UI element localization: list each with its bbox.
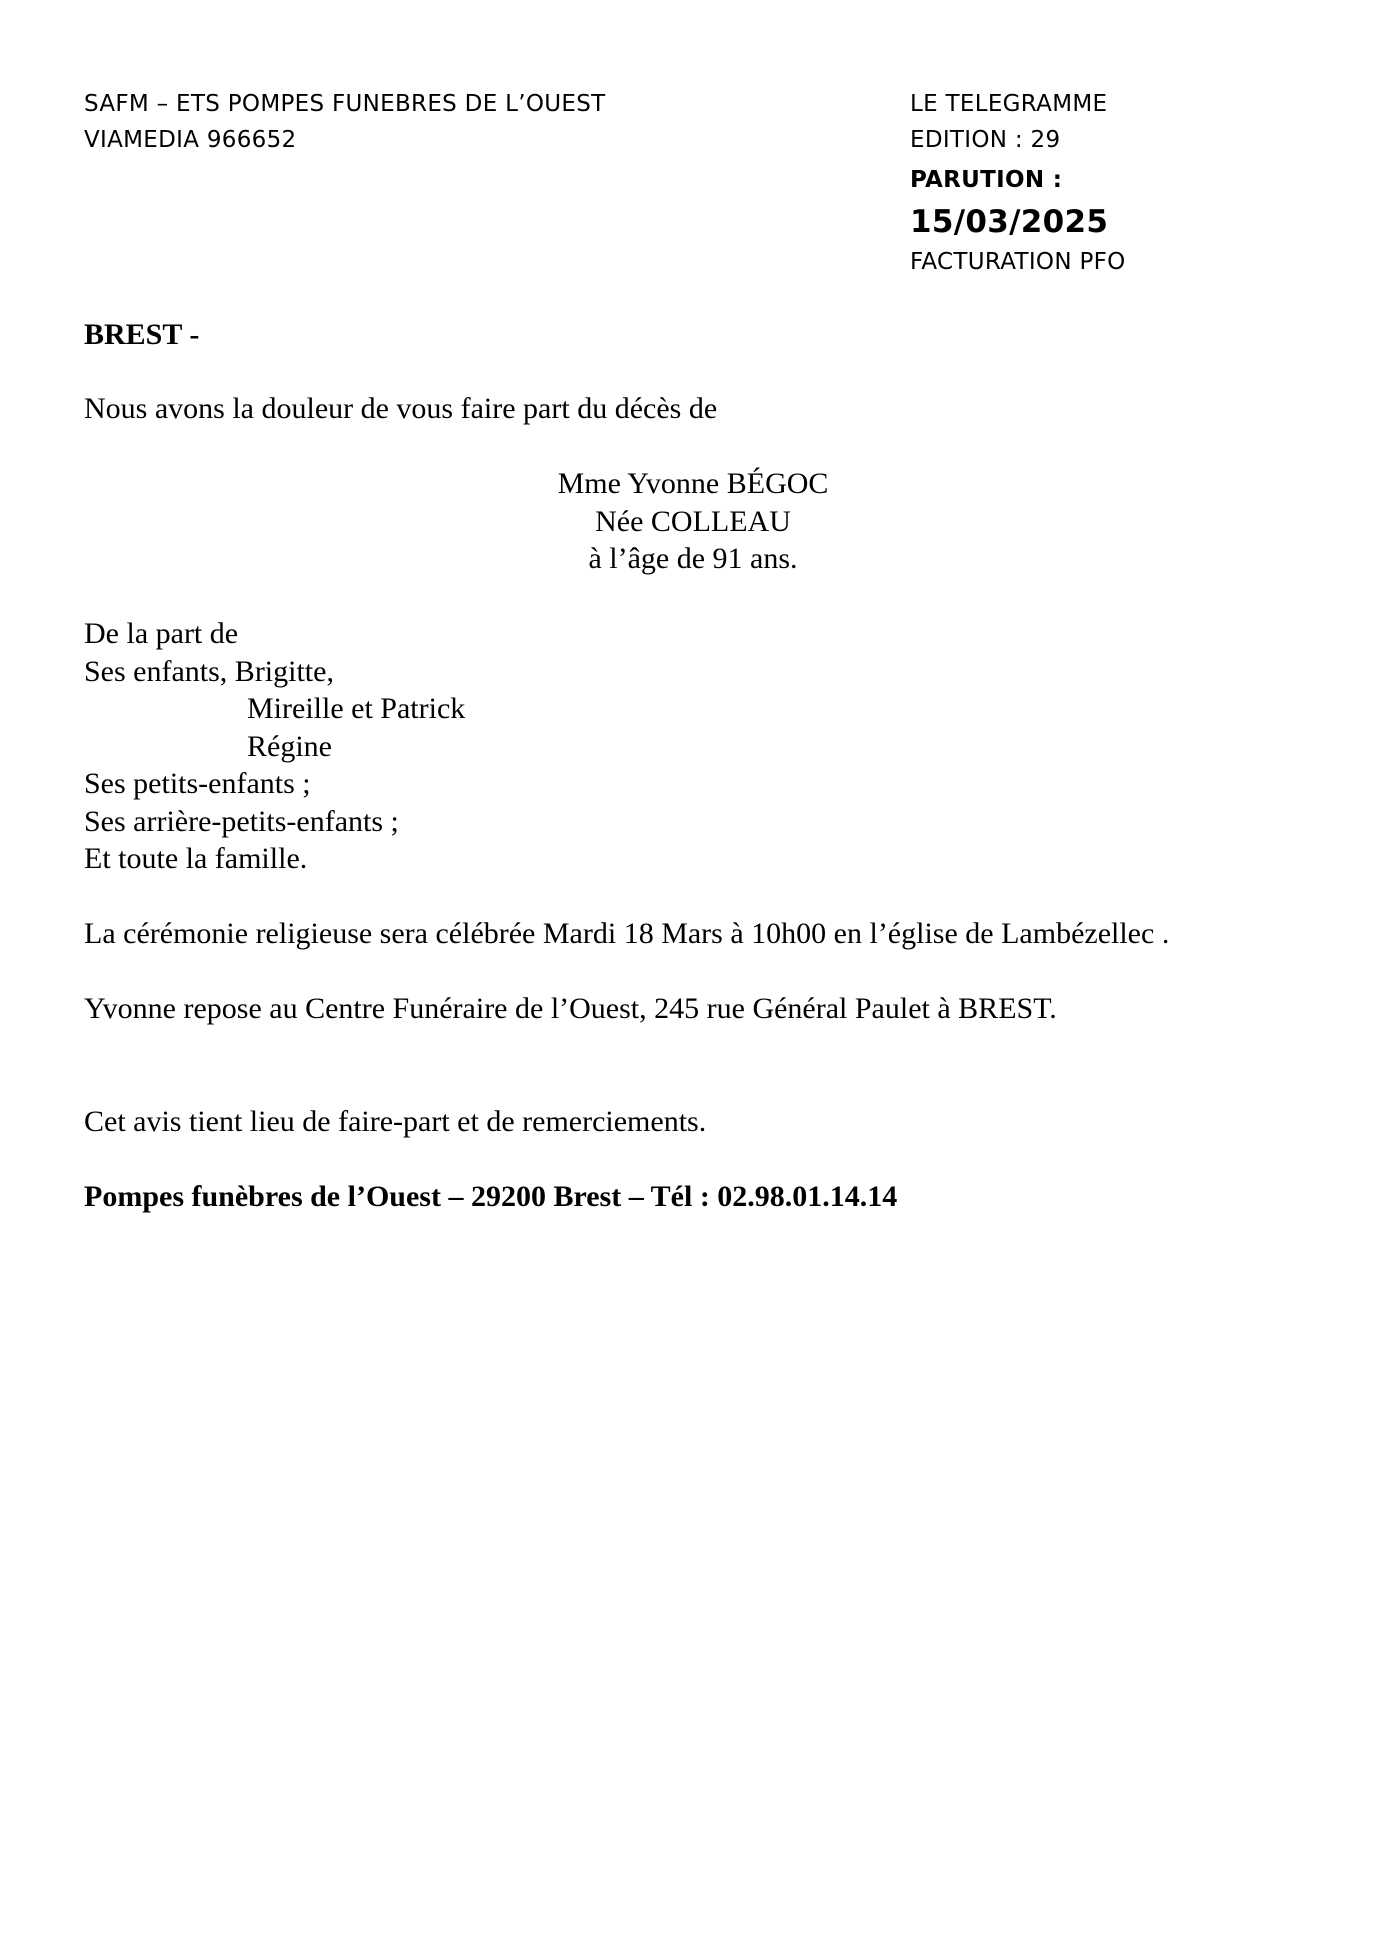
closing-text: Cet avis tient lieu de faire-part et de remerciements.: [84, 1105, 707, 1138]
intro-text: Nous avons la douleur de vous faire part du décès de: [84, 392, 718, 425]
deceased-age: à l’âge de 91 ans.: [588, 542, 798, 575]
edition-number: EDITION : 29: [910, 127, 1061, 153]
parution-label: PARUTION :: [910, 167, 1063, 193]
deceased-name: Mme Yvonne BÉGOC: [557, 467, 829, 500]
newspaper-name: LE TELEGRAMME: [910, 91, 1108, 117]
city-heading: BREST -: [84, 318, 200, 351]
viamedia-reference: VIAMEDIA 966652: [84, 127, 297, 153]
billing-label: FACTURATION PFO: [910, 249, 1126, 275]
ceremony-text: La cérémonie religieuse sera célébrée Mardi 18 Mars à 10h00 en l’église de Lambézellec .: [84, 917, 1170, 950]
deceased-block: [84, 465, 1302, 578]
great-grandchildren-line: Ses arrière-petits-enfants ;: [84, 804, 399, 838]
family-block: [84, 615, 465, 878]
company-name: SAFM – ETS POMPES FUNEBRES DE L’OUEST: [84, 91, 606, 117]
children-line: Régine: [247, 729, 332, 763]
children-line: Ses enfants, Brigitte,: [84, 654, 334, 688]
deceased-maiden-name: Née COLLEAU: [595, 504, 791, 538]
header-left: [84, 86, 605, 158]
all-family-line: Et toute la famille.: [84, 842, 308, 875]
resting-place-text: Yvonne repose au Centre Funéraire de l’Ouest, 245 rue Général Paulet à BREST.: [84, 992, 1057, 1025]
funeral-home-signature: Pompes funèbres de l’Ouest – 29200 Brest – Tél : 02.98.01.14.14: [84, 1180, 898, 1213]
parution-date: 15/03/2025: [910, 204, 1109, 240]
children-line: Mireille et Patrick: [247, 692, 466, 725]
header-right: [910, 86, 1126, 280]
grandchildren-line: Ses petits-enfants ;: [84, 767, 311, 800]
from-label: De la part de: [84, 617, 239, 650]
